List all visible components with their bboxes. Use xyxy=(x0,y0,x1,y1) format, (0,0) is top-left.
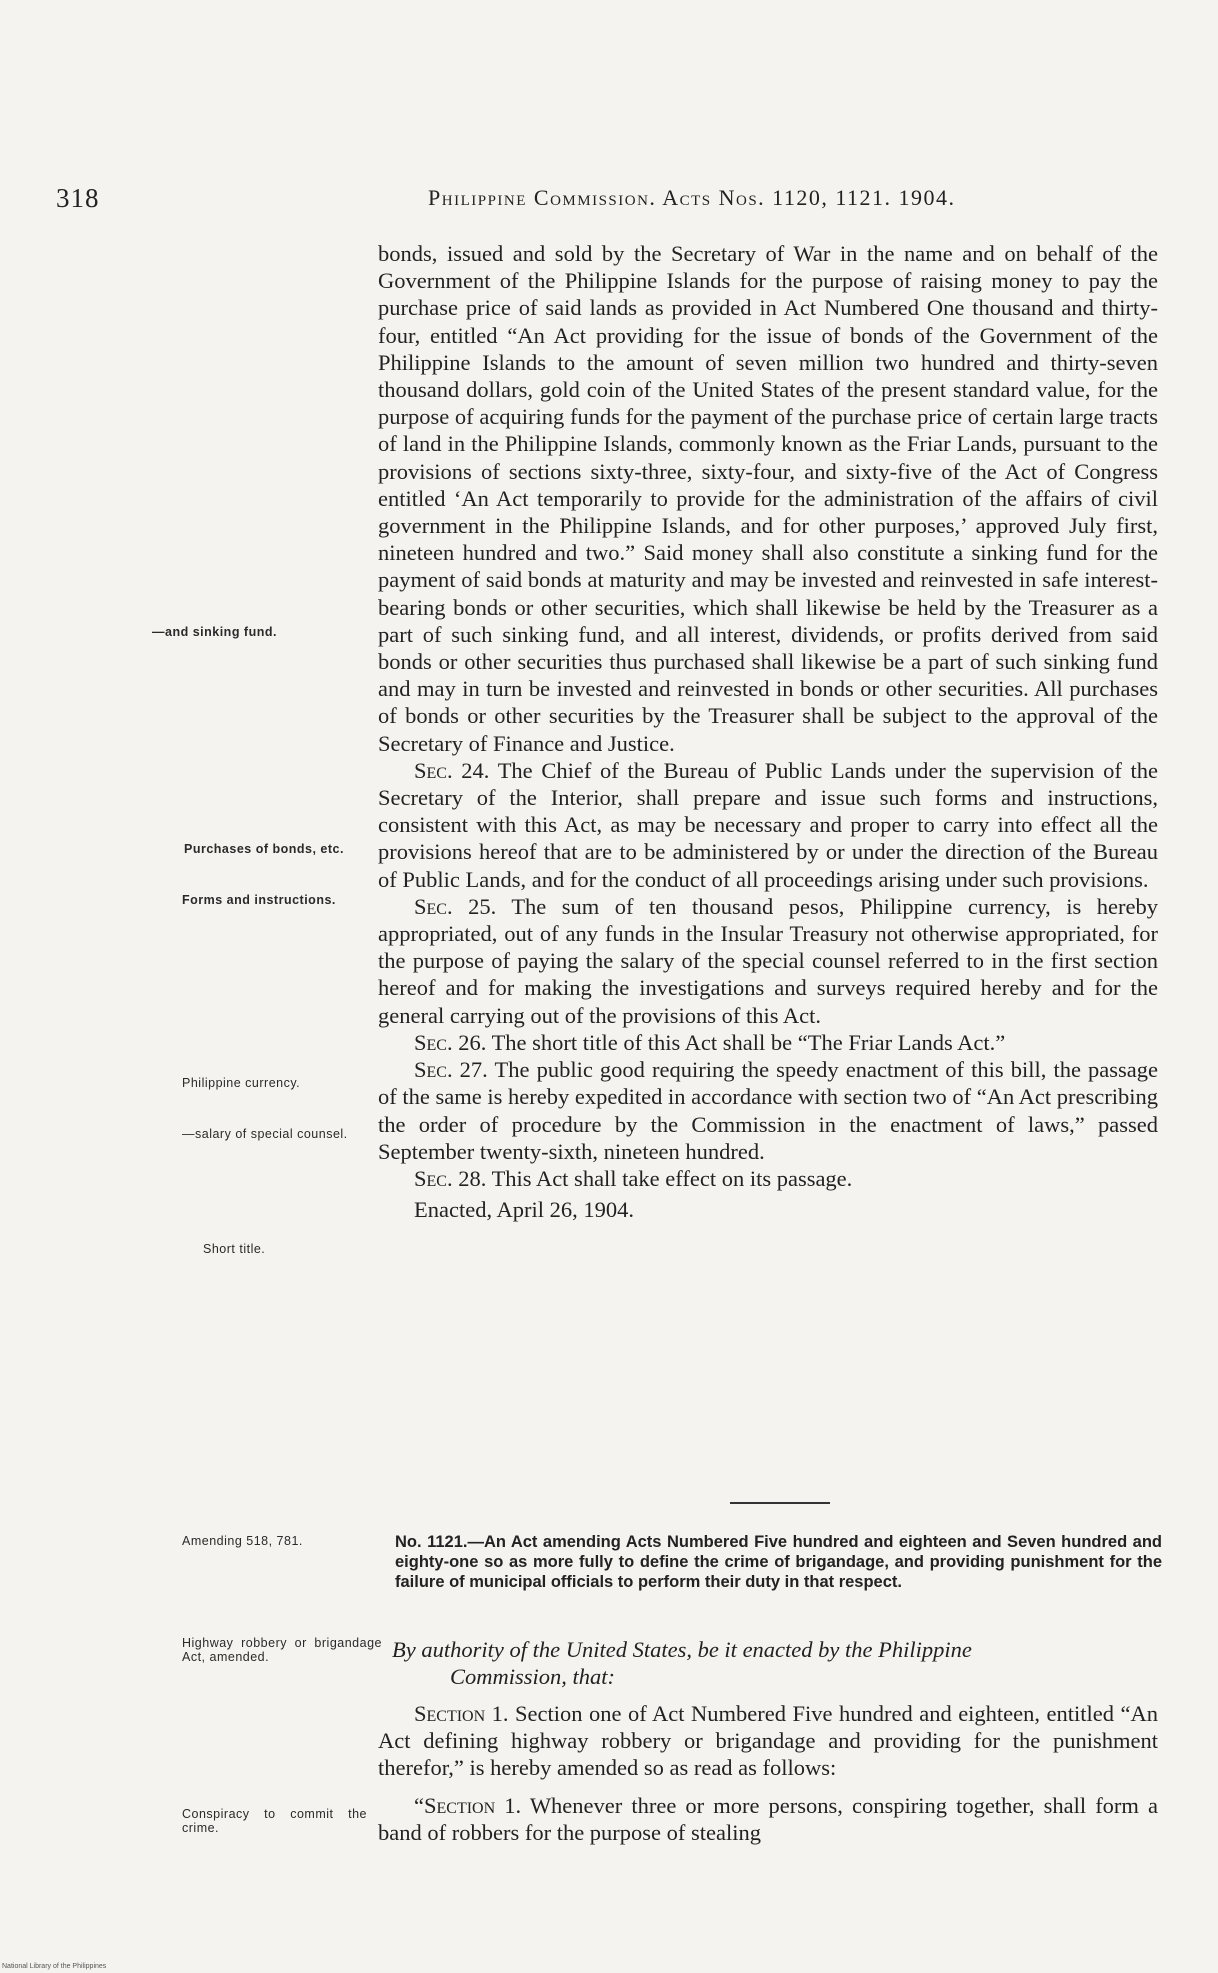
enacting-clause xyxy=(392,1636,1162,1690)
margin-note-forms: Forms and instructions. xyxy=(182,893,336,907)
margin-note-salary: —salary of special counsel. xyxy=(182,1127,348,1141)
section-label: “Section 1. xyxy=(414,1792,522,1818)
act-heading xyxy=(395,1532,1162,1592)
margin-note-short-title: Short title. xyxy=(203,1242,266,1256)
section-label: Sec. 24. xyxy=(414,757,490,783)
section-label: Sec. 27. xyxy=(414,1057,488,1083)
section-label: Sec. 26. xyxy=(414,1029,487,1055)
running-head: Philippine Commission. Acts Nos. 1120, 1121. 1904. xyxy=(428,185,956,210)
margin-note-conspiracy: Conspiracy to commit the crime. xyxy=(182,1807,367,1835)
enacted-date: Enacted, April 26, 1904. xyxy=(414,1197,634,1223)
margin-note-sinking-fund: —and sinking fund. xyxy=(152,625,277,639)
section-label: Sec. 28. xyxy=(414,1165,487,1191)
section-divider xyxy=(730,1502,830,1504)
quoted-section-1 xyxy=(378,1792,1158,1846)
margin-note-currency: Philippine currency. xyxy=(182,1076,301,1090)
act-1121-sections xyxy=(378,1700,1158,1846)
section-text: The sum of ten thousand pesos, Philippine currency, is hereby appropriated, out of any funds in the Insular Treasury not otherwise appropriated, for the purpose of paying the salary of the special counsel referred to in the first section hereof and for making the investigations and surveys required hereby and for the general carrying out of the provisions of this Act. xyxy=(378,893,1158,1028)
section-text: The public good requiring the speedy enactment of this bill, the passage of the same is hereby expedited in accordance with section two of “An Act prescribing the order of procedure by the Commission in the enactment of laws,” passed September twenty-sixth, nineteen hundred. xyxy=(378,1057,1159,1164)
page-number: 318 xyxy=(56,183,100,213)
section-1 xyxy=(378,1700,1158,1782)
section-text: Whenever three or more persons, conspiring together, shall form a band of robbers for the purpose of stealing xyxy=(378,1792,1158,1845)
footer-credit: National Library of the Philippines xyxy=(2,1963,107,1970)
section-label: Sec. 25. xyxy=(414,893,497,919)
section-text: The Chief of the Bureau of Public Lands under the supervision of the Secretary of the Interior, shall prepare and issue such forms and instructions, consistent with this Act, as may be necessary and proper to carry into effect all the provisions hereof that are to be administered by or under the direction of the Bureau of Public Lands, and for the conduct of all proceedings arising under such provisions. xyxy=(378,757,1158,892)
body-text xyxy=(378,240,1158,1223)
enacting-line-1: By authority of the United States, be it enacted by the Philippine xyxy=(392,1637,972,1662)
paragraph-bonds: bonds, issued and sold by the Secretary of War in the name and on behalf of the Government of the Philippine Islands for the purpose of raising money to pay the purchase price of said lands as provided in Act Numbered One thousand and thirty-four, entitled “An Act providing for the issue of bonds of the Government of the Philippine Islands to the amount of seven million two hundred and thirty-seven thousand dollars, gold coin of the United States of the present standard value, for the purpose of acquiring funds for the payment of the purchase price of certain large tracts of land in the Philippine Islands, commonly known as the Friar Lands, pursuant to the provisions of sections sixty-three, sixty-four, and sixty-five of the Act of Congress entitled ‘An Act temporarily to provide for the administration of the affairs of civil government in the Philippine Islands, and for other purposes,’ approved July first, nineteen hundred and two.” Said money shall also constitute a sinking fund for the payment of said bonds at maturity and may be invested and reinvested in safe interest-bearing bonds or other securities, which shall likewise be held by the Treasurer as a part of such sinking fund, and all interest, dividends, or profits derived from said bonds or other securities thus purchased shall likewise be a part of such sinking fund and may in turn be invested and reinvested in bonds or other securities. All purchases of bonds or other securities by the Treasurer shall be subject to the approval of the Secretary of Finance and Justice. xyxy=(378,241,1158,756)
section-27 xyxy=(378,1056,1158,1165)
section-28 xyxy=(378,1165,1158,1192)
section-text: This Act shall take effect on its passage. xyxy=(491,1165,853,1191)
section-26 xyxy=(378,1029,1158,1056)
section-text: The short title of this Act shall be “The Friar Lands Act.” xyxy=(491,1029,1006,1055)
enacting-line-2: Commission, that: xyxy=(450,1664,616,1689)
act-number: No. 1121. xyxy=(395,1533,468,1551)
margin-note-amending: Amending 518, 781. xyxy=(182,1534,303,1548)
page-header xyxy=(0,183,1218,223)
margin-note-highway-robbery: Highway robbery or brigandage Act, amended. xyxy=(182,1636,382,1664)
section-24 xyxy=(378,757,1158,893)
section-label: Section 1. xyxy=(414,1701,509,1726)
margin-note-purchases: Purchases of bonds, etc. xyxy=(184,842,344,856)
section-text: Section one of Act Numbered Five hundred and eighteen, entitled “An Act defining highway robbery or brigandage and providing for the punishment therefor,” is hereby amended so as read as follows: xyxy=(378,1701,1158,1781)
act-title: —An Act amending Acts Numbered Five hundred and eighteen and Seven hundred and eighty-one so as more fully to define the crime of brigandage, and providing punishment for the failure of municipal officials to perform their duty in that respect. xyxy=(395,1533,1162,1591)
section-25 xyxy=(378,893,1158,1029)
